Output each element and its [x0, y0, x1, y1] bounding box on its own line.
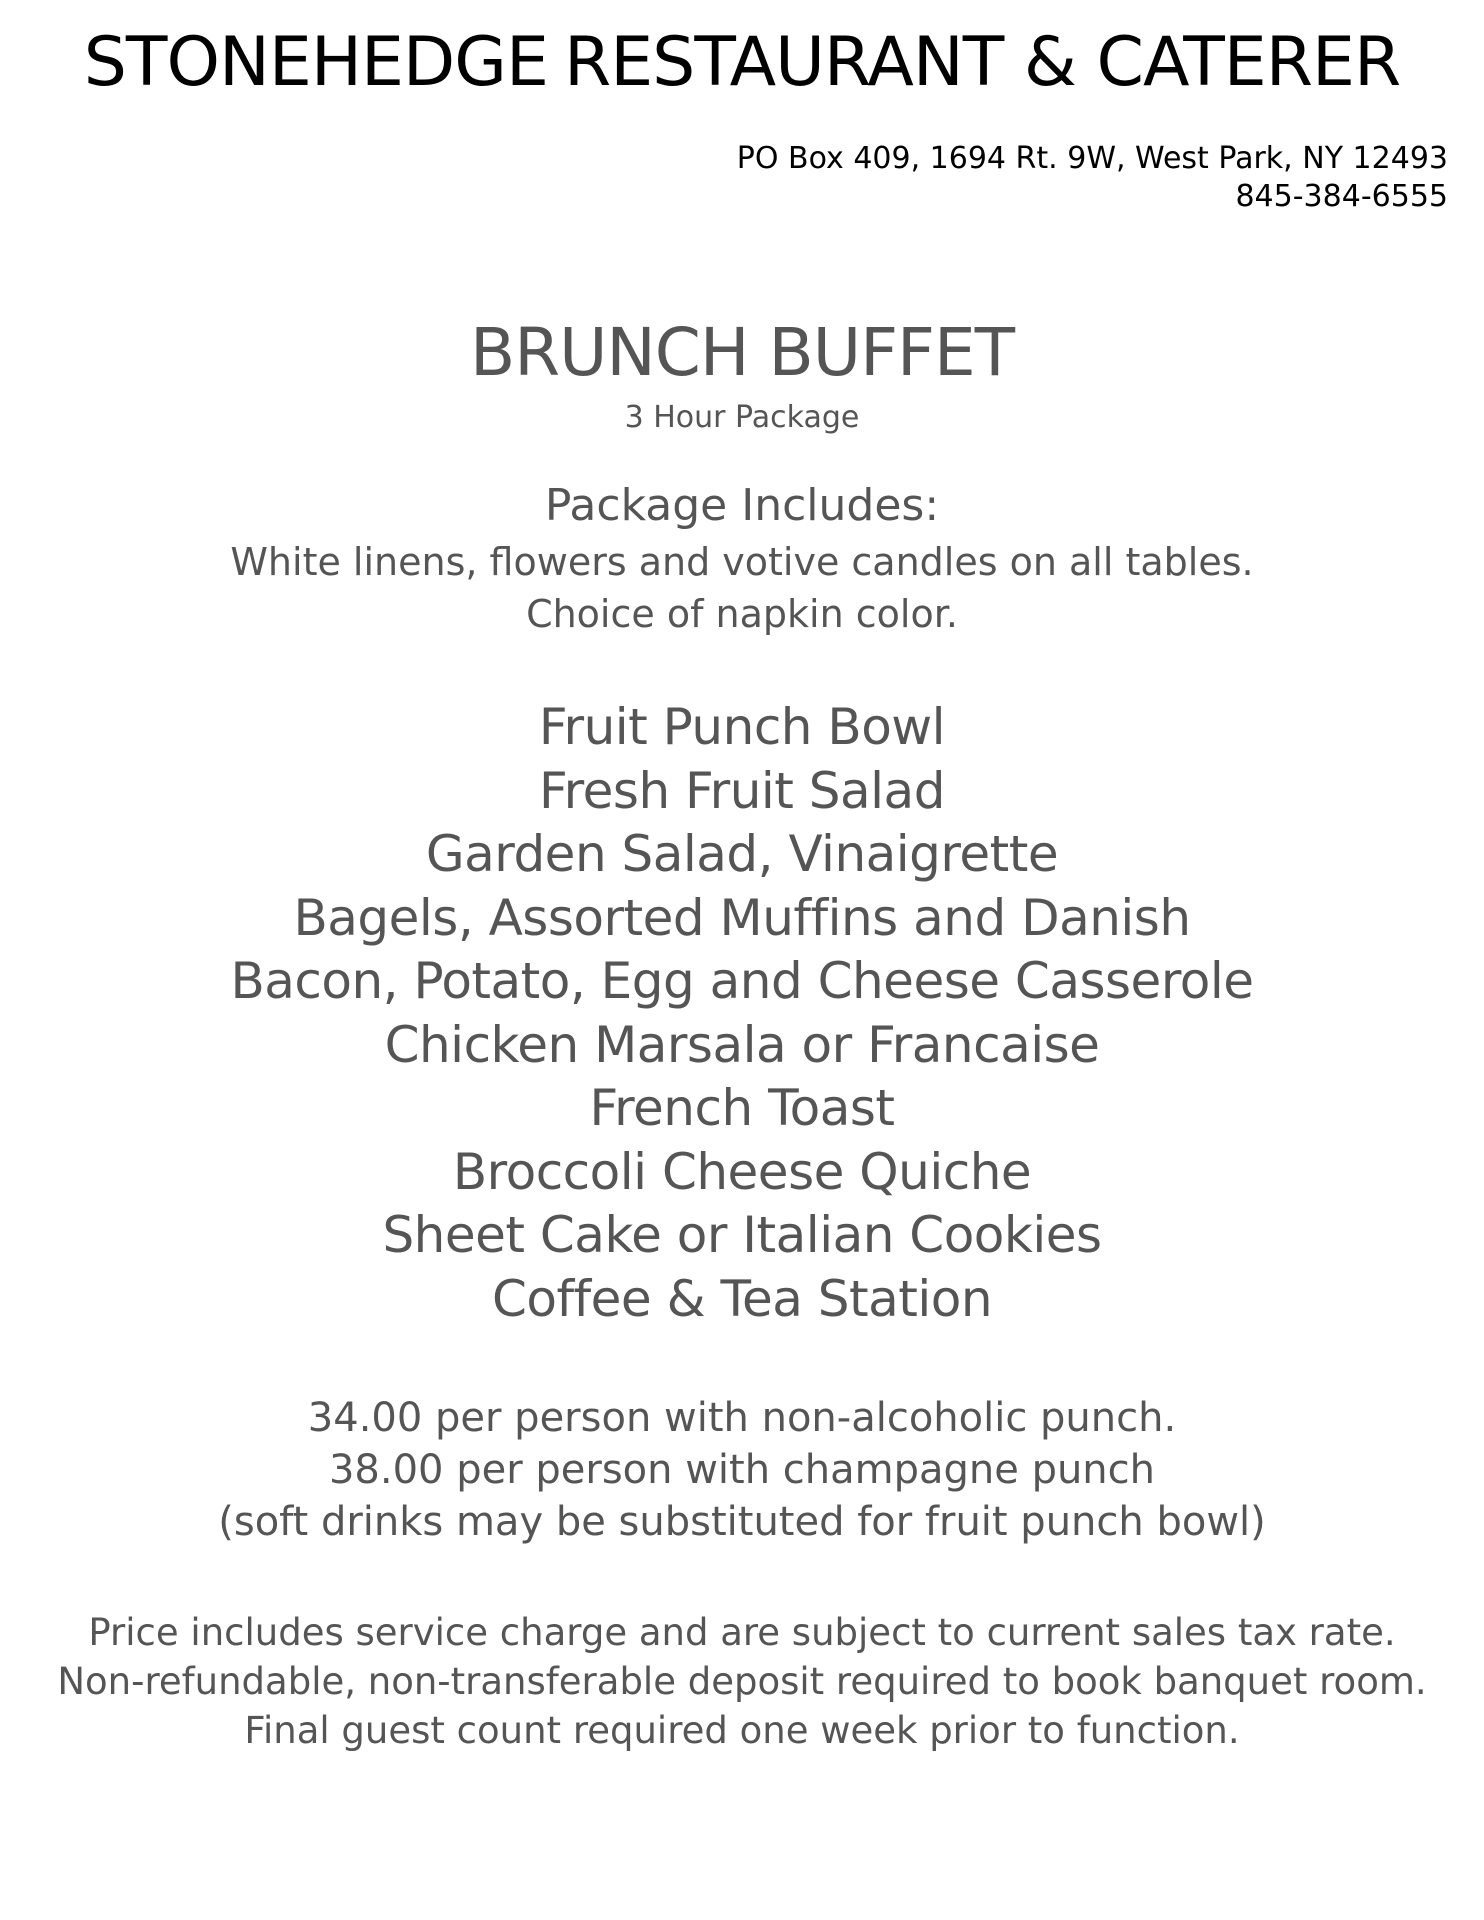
- address: PO Box 409, 1694 Rt. 9W, West Park, NY 12493: [736, 141, 1448, 176]
- package-title: BRUNCH BUFFET: [469, 314, 1015, 391]
- menu-item: Coffee & Tea Station: [491, 1269, 993, 1328]
- price-note: (soft drinks may be substituted for fruit punch bowl): [218, 1499, 1266, 1545]
- menu-item: Sheet Cake or Italian Cookies: [382, 1206, 1102, 1264]
- menu-item: Bacon, Potato, Egg and Cheese Casserole: [230, 952, 1254, 1010]
- menu-list: [0, 696, 1484, 1331]
- contact-block: [737, 140, 1448, 216]
- menu-item: Bagels, Assorted Muffins and Danish: [293, 888, 1191, 947]
- policies-block: [0, 1608, 1484, 1755]
- price-line: 38.00 per person with champagne punch: [328, 1447, 1155, 1493]
- menu-item: Fruit Punch Bowl: [538, 698, 946, 756]
- includes-line: Choice of napkin color.: [526, 592, 958, 636]
- menu-item: French Toast: [589, 1079, 895, 1137]
- includes-line: White linens, flowers and votive candles on all tables.: [230, 540, 1254, 584]
- restaurant-name-heading: [0, 18, 1484, 108]
- phone-number: 845-384-6555: [1235, 179, 1448, 214]
- menu-item: Fresh Fruit Salad: [539, 761, 945, 820]
- menu-item: Garden Salad, Vinaigrette: [425, 825, 1059, 883]
- price-line: 34.00 per person with non-alcoholic punch.: [307, 1395, 1177, 1441]
- menu-item: Broccoli Cheese Quiche: [452, 1142, 1032, 1201]
- pricing-block: [0, 1392, 1484, 1548]
- restaurant-name: STONEHEDGE: [83, 23, 548, 102]
- includes-heading: Package Includes:: [544, 480, 940, 531]
- restaurant-subtitle: RESTAURANT & CATERER: [563, 23, 1401, 102]
- package-duration: 3 Hour Package: [624, 400, 860, 435]
- policy-line: Non-refundable, non-transferable deposit required to book banquet room.: [57, 1660, 1427, 1703]
- policy-line: Price includes service charge and are subject to current sales tax rate.: [88, 1611, 1396, 1654]
- menu-item: Chicken Marsala or Francaise: [384, 1015, 1100, 1074]
- policy-line: Final guest count required one week prior to function.: [244, 1709, 1240, 1752]
